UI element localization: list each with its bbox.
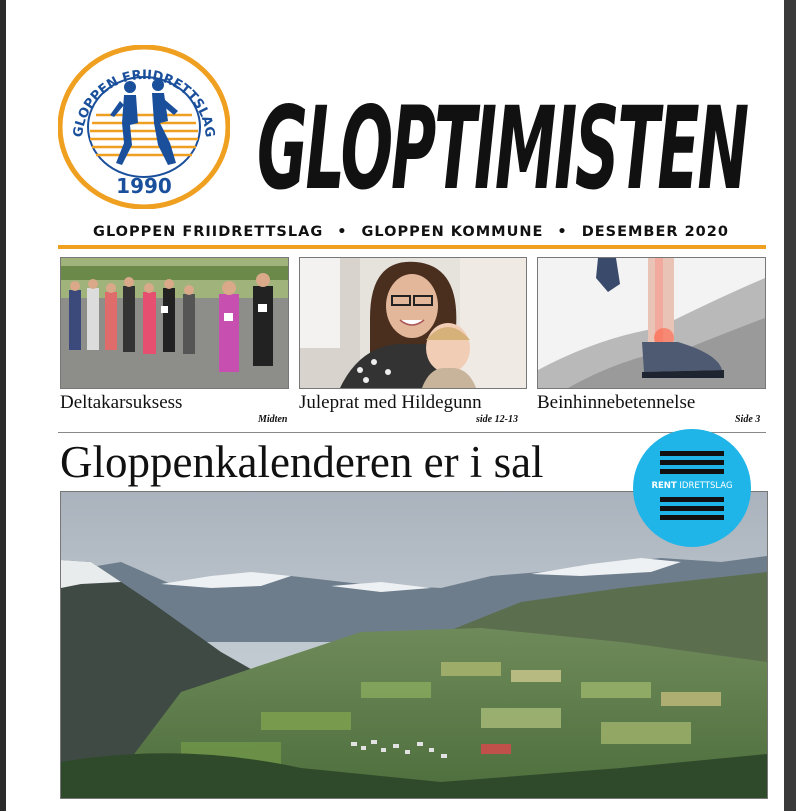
teaser-caption[interactable]: Beinhinnebetennelse: [537, 392, 696, 413]
issue-tagline: [58, 222, 764, 242]
teaser-photo-portrait[interactable]: [299, 257, 527, 389]
teaser-page-ref: Midten: [258, 414, 288, 425]
logo-year: 1990: [116, 174, 172, 198]
badge-word-rent: RENT: [651, 481, 677, 491]
teaser-page-ref: side 12-13: [476, 414, 518, 425]
tagline-club: GLOPPEN FRIIDRETTSLAG: [93, 224, 324, 240]
badge-word-idrettslag: IDRETTSLAG: [679, 481, 733, 491]
teaser-photo-leg[interactable]: [537, 257, 766, 389]
teaser-caption[interactable]: Juleprat med Hildegunn: [299, 392, 482, 413]
tagline-municipality: GLOPPEN KOMMUNE: [361, 224, 544, 240]
tagline-issue-date: DESEMBER 2020: [581, 224, 729, 240]
section-divider: [58, 432, 766, 433]
tagline-separator: •: [557, 224, 568, 240]
newspaper-page: [6, 0, 784, 811]
viewer-edge: [784, 0, 796, 811]
masthead-title-text: GLOPTIMISTEN: [257, 82, 749, 215]
logo-arc-text: GLOPPEN FRIIDRETTSLAG: [70, 67, 218, 139]
rent-idrettslag-badge: [633, 429, 751, 547]
tagline-separator: •: [337, 224, 348, 240]
club-logo: [58, 45, 230, 209]
teaser-caption[interactable]: Deltakarsuksess: [60, 392, 183, 413]
teaser-page-ref: Side 3: [735, 414, 761, 425]
teaser-photo-runners[interactable]: [60, 257, 289, 389]
masthead-title: [252, 38, 752, 224]
main-headline[interactable]: Gloppenkalenderen er i sal: [60, 437, 544, 487]
accent-rule: [58, 245, 766, 249]
badge-label: [633, 481, 751, 491]
